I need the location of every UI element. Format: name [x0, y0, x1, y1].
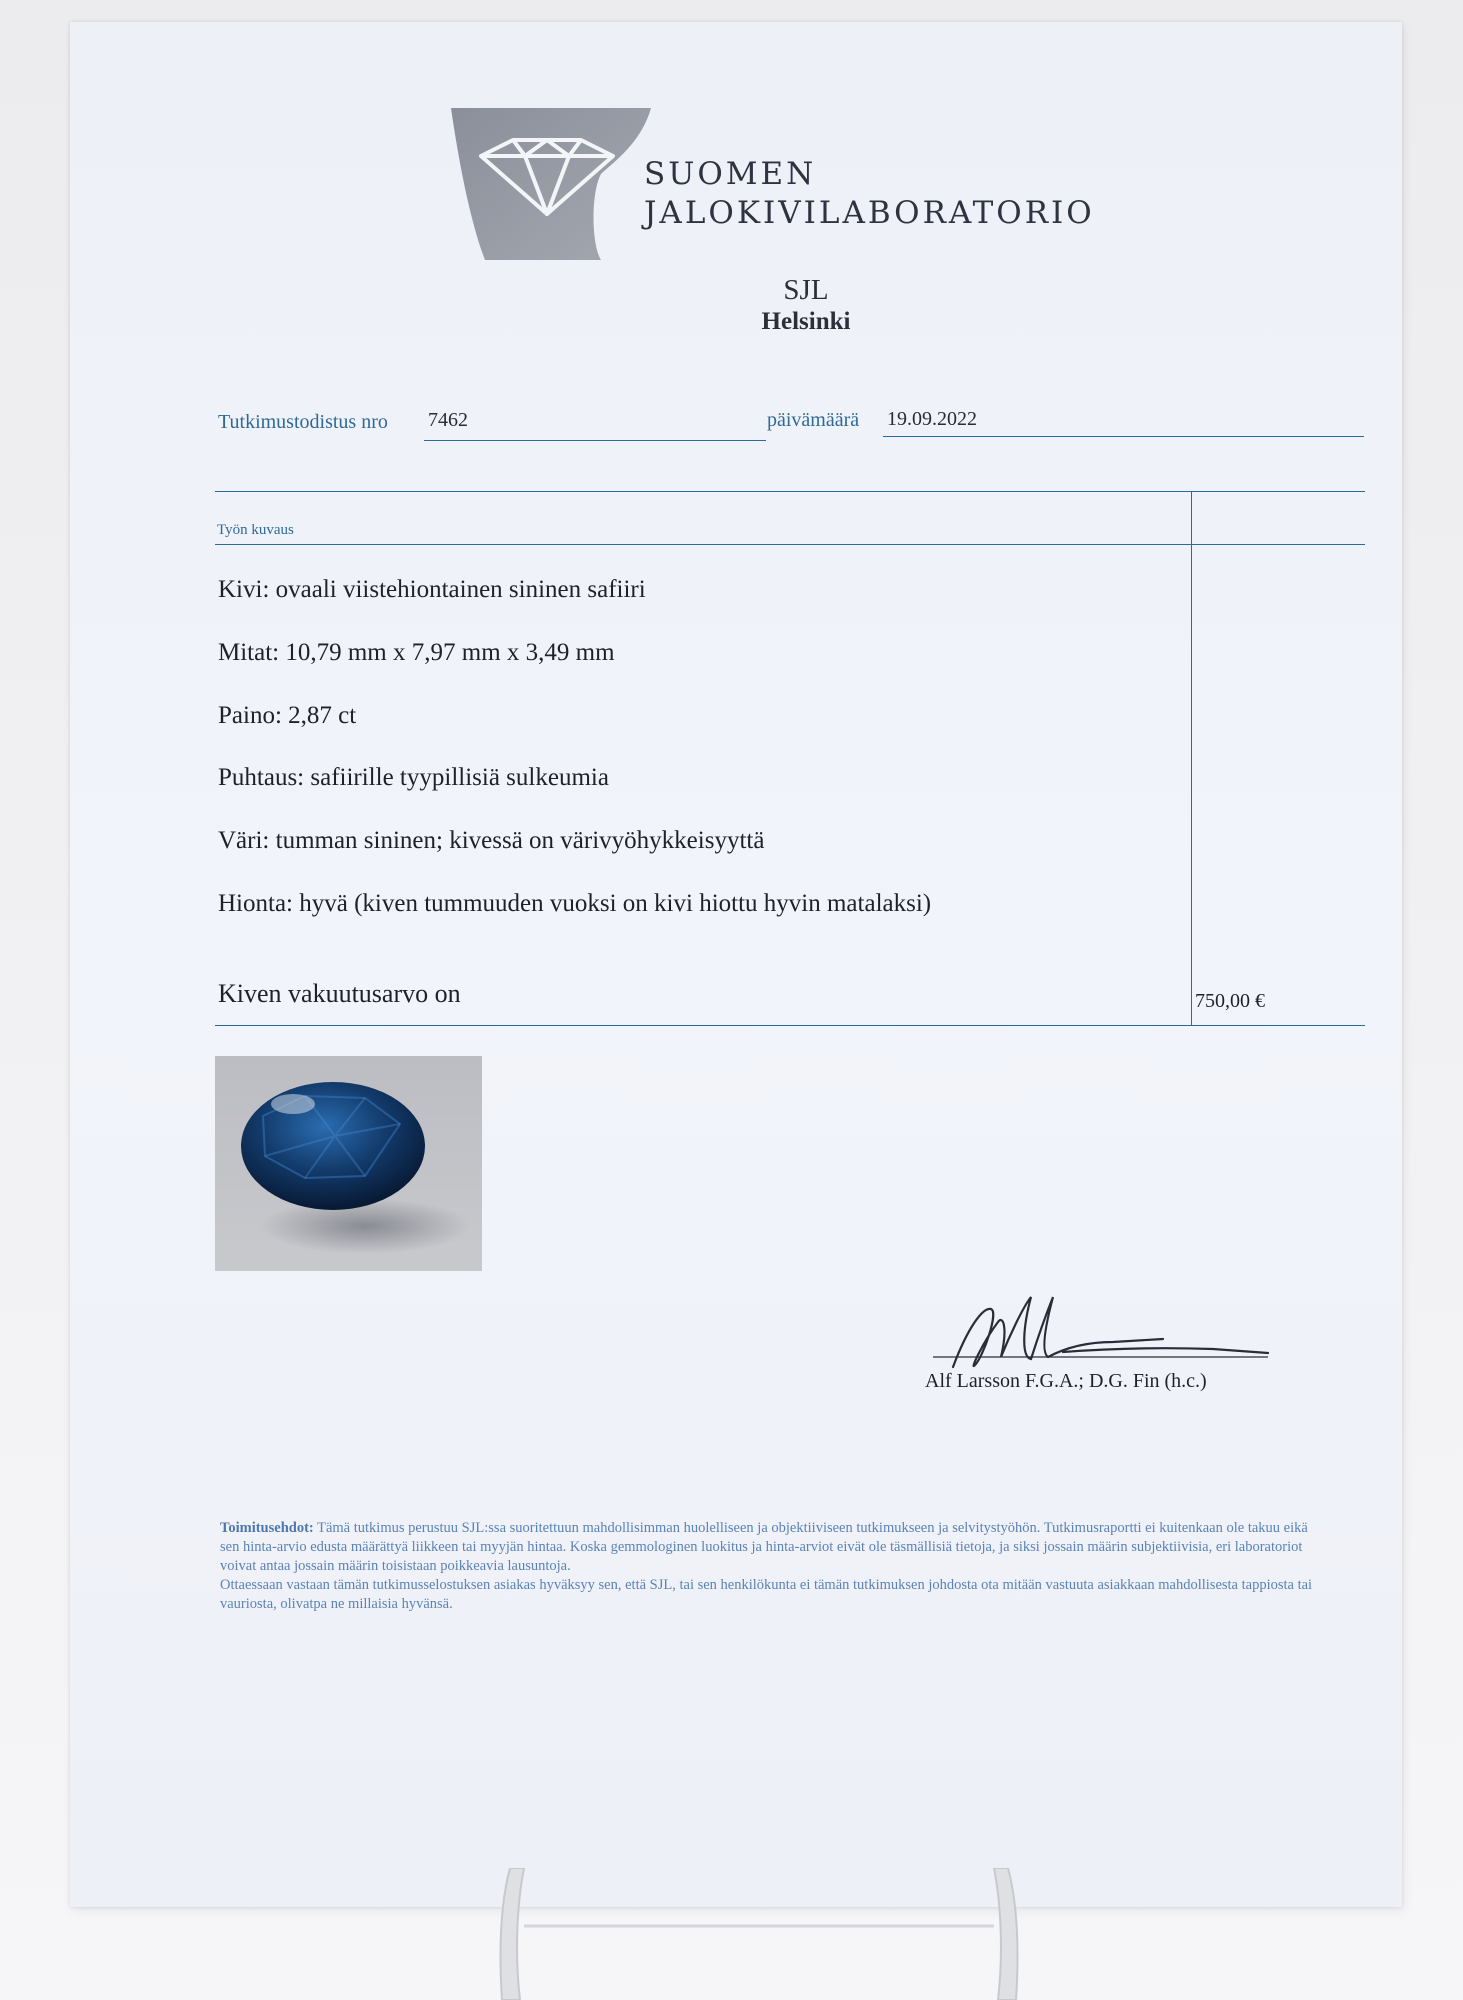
terms-heading: Toimitusehdot: — [220, 1520, 314, 1536]
date-label: päivämäärä — [767, 409, 860, 431]
cut-line: Hionta: hyvä (kiven tummuuden vuoksi on kivi hiottu hyvin matalaksi) — [218, 890, 932, 917]
table-column-divider — [1191, 491, 1192, 1026]
table-bottom-rule — [215, 1025, 1365, 1026]
date-value: 19.09.2022 — [887, 408, 977, 430]
date-underline — [883, 436, 1364, 437]
brand-name-line2: JALOKIVILABORATORIO — [644, 195, 1095, 231]
lab-city: Helsinki — [761, 308, 851, 335]
certificate-number-label: Tutkimustodistus nro — [218, 411, 388, 433]
brand-name-line1: SUOMEN — [644, 156, 817, 192]
clarity-line: Puhtaus: safiirille tyypillisiä sulkeumia — [218, 764, 609, 791]
color-line: Väri: tumman sininen; kivessä on värivyöhykkeisyyttä — [218, 827, 765, 854]
sapphire-photo — [215, 1056, 482, 1271]
table-header-rule — [215, 544, 1365, 545]
table-top-rule — [215, 491, 1365, 492]
terms-paragraph-2: Ottaessaan vastaan tämän tutkimusselostuksen asiakas hyväksyy sen, että SJL, tai sen henkilökunta ei tämän tutkimuksen johdosta ota mitään vastuuta asiakkaan mahdollisesta tappiosta tai vauriosta, olivatpa ne millaisia hyvänsä. — [220, 1577, 1313, 1612]
insurance-value-amount: 750,00 € — [1195, 990, 1265, 1012]
stone-type-line: Kivi: ovaali viistehiontainen sininen safiiri — [218, 576, 646, 603]
work-description-label: Työn kuvaus — [217, 522, 294, 538]
certificate-number-value: 7462 — [428, 409, 468, 431]
insurance-value-label: Kiven vakuutusarvo on — [218, 979, 461, 1008]
weight-line: Paino: 2,87 ct — [218, 702, 357, 729]
certificate-number-underline — [424, 440, 766, 441]
display-stand — [480, 1868, 1040, 2000]
terms-disclaimer — [220, 1519, 1330, 1614]
signer-name: Alf Larsson F.G.A.; D.G. Fin (h.c.) — [925, 1370, 1207, 1392]
lab-abbreviation: SJL — [783, 274, 829, 306]
terms-paragraph-1: Tämä tutkimus perustuu SJL:ssa suoritettuun mahdollisimman huolelliseen ja objektiiviseen tutkimukseen ja selvitystyöhön. Tutkimusraportti ei kuitenkaan ole takuu eikä sen hinta-arvio edusta määrättyä liikkeen tai myyjän hintaa. Koska gemmologinen luokitus ja hinta-arviot eivät ole täsmällisiä tietoja, ja siksi jossain määrin subjektiivisia, eri laboratoriot voivat antaa jossain määrin toisistaan poikkeavia lausuntoja. — [220, 1520, 1308, 1574]
certificate-sheet — [70, 22, 1402, 1907]
dimensions-line: Mitat: 10,79 mm x 7,97 mm x 3,49 mm — [218, 639, 615, 666]
